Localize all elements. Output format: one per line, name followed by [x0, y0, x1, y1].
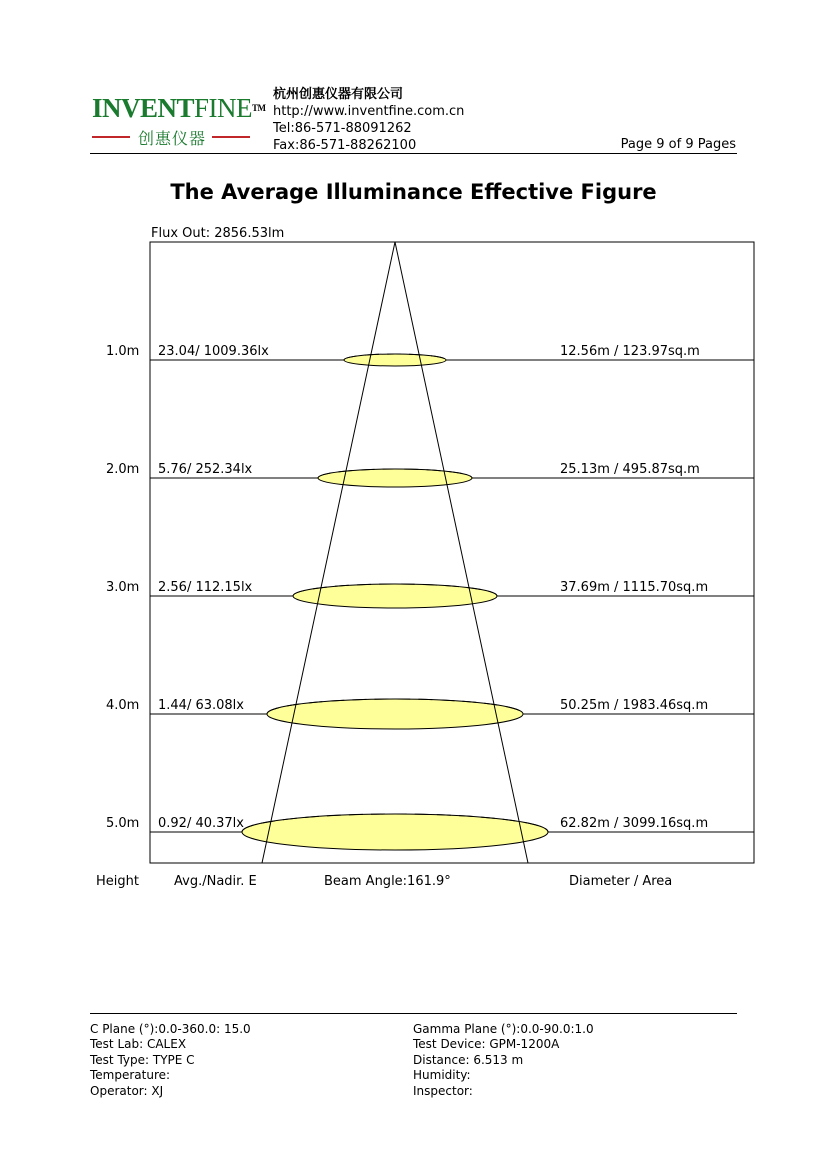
row-diameter-area-label: 62.82m / 3099.16sq.m	[560, 816, 709, 831]
footer-temperature: Temperature:	[90, 1068, 171, 1082]
row-height-label: 3.0m	[106, 580, 140, 595]
footer-test-device: Test Device: GPM-1200A	[413, 1037, 560, 1051]
col-height-label: Height	[96, 874, 139, 889]
footer-test-lab: Test Lab: CALEX	[90, 1037, 187, 1051]
footer-divider	[90, 1013, 737, 1014]
company-fax: Fax:86-571-88262100	[273, 138, 417, 153]
row-avg-label: 23.04/ 1009.36lx	[158, 344, 269, 359]
logo-cn-text: 创惠仪器	[138, 129, 207, 148]
row-height-label: 5.0m	[106, 816, 140, 831]
footer-test-type: Test Type: TYPE C	[90, 1053, 195, 1067]
row-height-label: 4.0m	[106, 698, 140, 713]
flux-out-label: Flux Out: 2856.53lm	[151, 226, 285, 241]
logo-word-invent: INVENT	[92, 93, 195, 123]
row-avg-label: 0.92/ 40.37lx	[158, 816, 244, 831]
beam-edge-left	[262, 242, 395, 863]
page-number: Page 9 of 9 Pages	[620, 137, 736, 152]
row-diameter-area-label: 37.69m / 1115.70sq.m	[560, 580, 709, 595]
col-dia-label: Diameter / Area	[569, 874, 673, 889]
col-avg-label: Avg./Nadir. E	[174, 874, 257, 889]
footer-gamma-plane: Gamma Plane (°):0.0-90.0:1.0	[413, 1022, 594, 1036]
footer-inspector: Inspector:	[413, 1084, 473, 1098]
logo-word-fine: FINE	[194, 93, 253, 123]
company-tel: Tel:86-571-88091262	[273, 121, 412, 136]
row-avg-label: 5.76/ 252.34lx	[158, 462, 253, 477]
beam-edge-right	[395, 242, 528, 863]
illuminance-ellipse	[344, 354, 446, 366]
row-avg-label: 1.44/ 63.08lx	[158, 698, 244, 713]
row-diameter-area-label: 25.13m / 495.87sq.m	[560, 462, 700, 477]
row-height-label: 1.0m	[106, 344, 140, 359]
figure-frame	[150, 242, 754, 863]
row-height-label: 2.0m	[106, 462, 140, 477]
company-name: 杭州创惠仪器有限公司	[273, 87, 404, 102]
footer-c-plane: C Plane (°):0.0-360.0: 15.0	[90, 1022, 251, 1036]
footer-operator: Operator: XJ	[90, 1084, 164, 1098]
col-beam-label: Beam Angle:161.9°	[324, 874, 451, 889]
row-avg-label: 2.56/ 112.15lx	[158, 580, 253, 595]
row-diameter-area-label: 12.56m / 123.97sq.m	[560, 344, 700, 359]
logo-trademark: TM	[252, 103, 266, 113]
footer-distance: Distance: 6.513 m	[413, 1053, 524, 1067]
footer-humidity: Humidity:	[413, 1068, 471, 1082]
row-diameter-area-label: 50.25m / 1983.46sq.m	[560, 698, 709, 713]
page-title: The Average Illuminance Effective Figure	[170, 180, 657, 204]
company-url: http://www.inventfine.com.cn	[273, 104, 465, 119]
